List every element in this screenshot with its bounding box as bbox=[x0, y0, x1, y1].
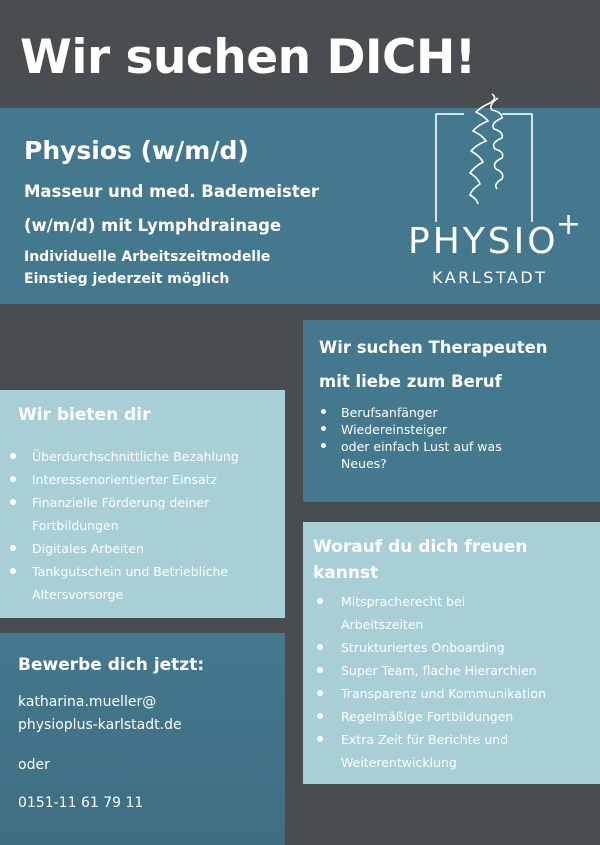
list-item: Finanzielle Förderung deiner bbox=[10, 491, 282, 514]
bullet-icon bbox=[10, 476, 16, 482]
spine-icon bbox=[404, 92, 594, 222]
email-line-2[interactable]: physioplus-karlstadt.de bbox=[18, 717, 182, 733]
list-item: oder einfach Lust auf was bbox=[321, 438, 591, 455]
logo-subtitle: KARLSTADT bbox=[432, 268, 548, 287]
email-line-1[interactable]: katharina.mueller@ bbox=[18, 694, 157, 710]
therapeuten-list bbox=[321, 404, 591, 472]
phone-number[interactable]: 0151-11 61 79 11 bbox=[18, 795, 144, 811]
list-item: Tankgutschein und Betriebliche bbox=[10, 560, 282, 583]
therapeuten-title-line-2: mit liebe zum Beruf bbox=[319, 372, 502, 391]
list-item: Interessenorientierter Einsatz bbox=[10, 468, 282, 491]
bullet-icon bbox=[10, 568, 16, 574]
bullet-icon bbox=[10, 453, 16, 459]
or-text: oder bbox=[18, 757, 50, 773]
job-detail-line-2: Einstieg jederzeit möglich bbox=[24, 271, 230, 287]
bullet-icon bbox=[317, 713, 323, 719]
perks-list bbox=[317, 590, 597, 774]
page-title: Wir suchen DICH! bbox=[20, 30, 476, 85]
bullet-icon bbox=[10, 499, 16, 505]
bullet-icon bbox=[317, 667, 323, 673]
bullet-icon bbox=[317, 598, 323, 604]
therapeuten-box bbox=[303, 320, 600, 502]
benefits-list bbox=[10, 445, 282, 606]
company-logo bbox=[404, 92, 594, 292]
bullet-icon bbox=[10, 545, 16, 551]
list-item: Wiedereinsteiger bbox=[321, 421, 591, 438]
list-item: Überdurchschnittliche Bezahlung bbox=[10, 445, 282, 468]
bullet-icon bbox=[321, 443, 326, 448]
bullet-icon bbox=[317, 644, 323, 650]
apply-box bbox=[0, 633, 285, 845]
job-detail-line-1: Individuelle Arbeitszeitmodelle bbox=[24, 249, 271, 265]
bullet-icon bbox=[321, 426, 326, 431]
job-subtitle-line-1: Masseur und med. Bademeister bbox=[24, 182, 320, 201]
list-item: Super Team, flache Hierarchien bbox=[317, 659, 597, 682]
perks-title: Worauf du dich freuen kannst bbox=[313, 537, 528, 583]
list-item: Digitales Arbeiten bbox=[10, 537, 282, 560]
job-title: Physios (w/m/d) bbox=[24, 136, 249, 165]
plus-icon: + bbox=[556, 207, 582, 242]
list-item: Regelmäßige Fortbildungen bbox=[317, 705, 597, 728]
therapeuten-title-line-1: Wir suchen Therapeuten bbox=[319, 338, 548, 357]
list-item: Berufsanfänger bbox=[321, 404, 591, 421]
list-item: Mitspracherecht bei bbox=[317, 590, 597, 613]
list-item: Neues? bbox=[341, 456, 387, 471]
apply-title: Bewerbe dich jetzt: bbox=[18, 655, 205, 675]
bullet-icon bbox=[321, 409, 326, 414]
list-item: Strukturiertes Onboarding bbox=[317, 636, 597, 659]
bullet-icon bbox=[317, 690, 323, 696]
benefits-title: Wir bieten dir bbox=[18, 405, 151, 425]
perks-box bbox=[303, 522, 600, 784]
benefits-box bbox=[0, 390, 285, 618]
list-item: Arbeitszeiten bbox=[341, 617, 424, 632]
bullet-icon bbox=[317, 736, 323, 742]
list-item: Transparenz und Kommunikation bbox=[317, 682, 597, 705]
list-item: Extra Zeit für Berichte und bbox=[317, 728, 597, 751]
job-subtitle-line-2: (w/m/d) mit Lymphdrainage bbox=[24, 216, 282, 235]
list-item: Fortbildungen bbox=[32, 518, 119, 533]
list-item: Altersvorsorge bbox=[32, 587, 124, 602]
logo-wordmark: PHYSIO bbox=[408, 221, 559, 262]
list-item: Weiterentwicklung bbox=[341, 755, 457, 770]
